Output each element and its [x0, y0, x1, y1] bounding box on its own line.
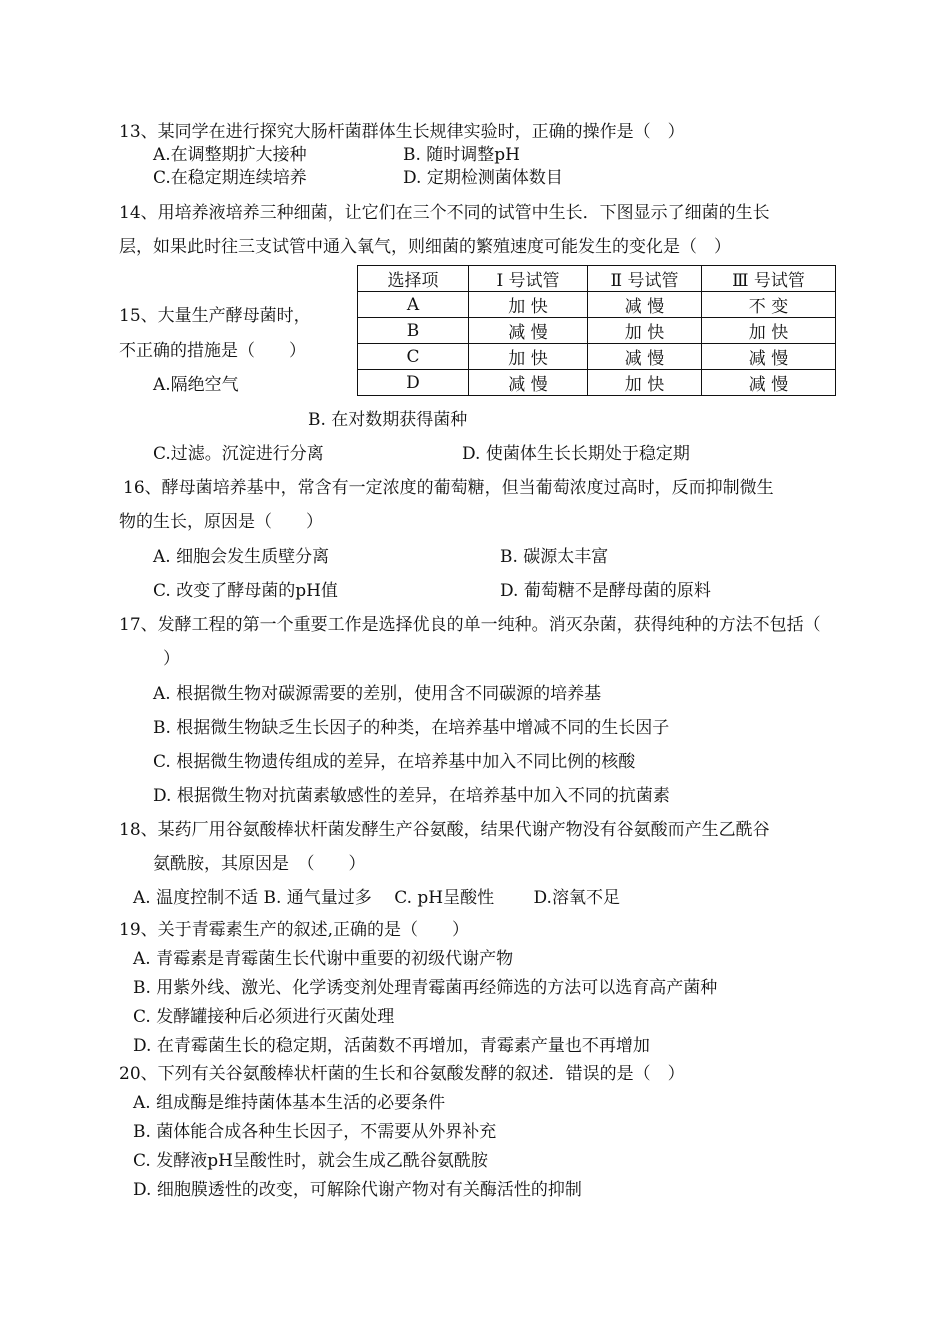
q13-option-d: D. 定期检测菌体数目: [403, 168, 563, 188]
table-cell: B: [358, 318, 469, 344]
q15-line-2: 不正确的措施是（ ）: [119, 341, 306, 361]
table-cell: 加 快: [469, 344, 588, 370]
q18-options: A. 温度控制不适 B. 通气量过多 C. pH呈酸性 D.溶氧不足: [133, 888, 620, 908]
q17-option-c: C. 根据微生物遗传组成的差异，在培养基中加入不同比例的核酸: [153, 752, 636, 772]
q19-option-a: A. 青霉素是青霉菌生长代谢中重要的初级代谢产物: [133, 949, 514, 969]
q17-option-a: A. 根据微生物对碳源需要的差别，使用含不同碳源的培养基: [153, 684, 602, 704]
q17-option-b: B. 根据微生物缺乏生长因子的种类，在培养基中增减不同的生长因子: [153, 718, 670, 738]
table-cell: C: [358, 344, 469, 370]
q20-option-d: D. 细胞膜透性的改变，可解除代谢产物对有关酶活性的抑制: [133, 1180, 582, 1200]
header-cell: Ⅲ 号试管: [702, 266, 836, 292]
table-row: [358, 344, 836, 370]
q15-line-1: 15、大量生产酵母菌时，: [119, 306, 311, 326]
header-cell: Ⅰ 号试管: [469, 266, 588, 292]
q18-line-1: 18、某药厂用谷氨酸棒状杆菌发酵生产谷氨酸，结果代谢产物没有谷氨酸而产生乙酰谷: [119, 820, 770, 840]
q17-option-d: D. 根据微生物对抗菌素敏感性的差异，在培养基中加入不同的抗菌素: [153, 786, 670, 806]
q14-options-table: [357, 265, 836, 396]
table-cell: 不 变: [702, 292, 836, 318]
table-row: [358, 370, 836, 396]
q16-option-c: C. 改变了酵母菌的pH值: [153, 581, 338, 601]
q20-option-a: A. 组成酶是维持菌体基本生活的必要条件: [133, 1093, 446, 1113]
table-cell: 加 快: [588, 318, 702, 344]
q16-option-b: B. 碳源太丰富: [500, 547, 609, 567]
q19-option-c: C. 发酵罐接种后必须进行灭菌处理: [133, 1007, 395, 1027]
table-row: [358, 318, 836, 344]
q16-line-2: 物的生长，原因是（ ）: [119, 512, 323, 532]
table-cell: 加 快: [469, 292, 588, 318]
q15-option-a: A.隔绝空气: [153, 375, 239, 395]
q19-option-b: B. 用紫外线、激光、化学诱变剂处理青霉菌再经筛选的方法可以选育高产菌种: [133, 978, 718, 998]
q13-option-b: B. 随时调整pH: [403, 145, 521, 165]
q13-option-a: A.在调整期扩大接种: [153, 145, 307, 165]
q16-line-1: 16、酵母菌培养基中，常含有一定浓度的葡萄糖，但当葡萄浓度过高时，反而抑制微生: [123, 478, 774, 498]
table-cell: 减 慢: [469, 318, 588, 344]
q20-option-b: B. 菌体能合成各种生长因子，不需要从外界补充: [133, 1122, 497, 1142]
table-header-row: [358, 266, 836, 292]
q20-stem: 20、下列有关谷氨酸棒状杆菌的生长和谷氨酸发酵的叙述．错误的是（ ）: [119, 1064, 685, 1084]
q16-option-d: D. 葡萄糖不是酵母菌的原料: [500, 581, 711, 601]
q13-option-c: C.在稳定期连续培养: [153, 168, 307, 188]
table-row: [358, 292, 836, 318]
table-cell: A: [358, 292, 469, 318]
q14-line-2: 层，如果此时往三支试管中通入氧气，则细菌的繁殖速度可能发生的变化是（ ）: [119, 237, 731, 257]
q16-option-a: A. 细胞会发生质壁分离: [153, 547, 330, 567]
q19-option-d: D. 在青霉菌生长的稳定期，活菌数不再增加，青霉素产量也不再增加: [133, 1036, 650, 1056]
header-cell: Ⅱ 号试管: [588, 266, 702, 292]
q14-line-1: 14、用培养液培养三种细菌，让它们在三个不同的试管中生长．下图显示了细菌的生长: [119, 203, 770, 223]
header-cell: 选择项: [358, 266, 469, 292]
q18-line-2: 氨酰胺，其原因是 （ ）: [153, 854, 366, 874]
q17-line-1: 17、发酵工程的第一个重要工作是选择优良的单一纯种。消灭杂菌，获得纯种的方法不包括（: [119, 615, 821, 635]
table-cell: D: [358, 370, 469, 396]
q20-option-c: C. 发酵液pH呈酸性时，就会生成乙酰谷氨酰胺: [133, 1151, 488, 1171]
table-cell: 加 快: [588, 370, 702, 396]
q15-option-d: D. 使菌体生长长期处于稳定期: [462, 444, 690, 464]
q15-option-b: B. 在对数期获得菌种: [308, 410, 468, 430]
q13-stem: 13、某同学在进行探究大肠杆菌群体生长规律实验时，正确的操作是（ ）: [119, 122, 685, 142]
q19-stem: 19、关于青霉素生产的叙述,正确的是（ ）: [119, 920, 470, 940]
table-cell: 减 慢: [469, 370, 588, 396]
table-cell: 减 慢: [588, 292, 702, 318]
table-cell: 减 慢: [702, 344, 836, 370]
table-cell: 减 慢: [588, 344, 702, 370]
q17-line-2: ）: [163, 649, 180, 669]
table-cell: 加 快: [702, 318, 836, 344]
q15-option-c: C.过滤。沉淀进行分离: [153, 444, 324, 464]
table-cell: 减 慢: [702, 370, 836, 396]
